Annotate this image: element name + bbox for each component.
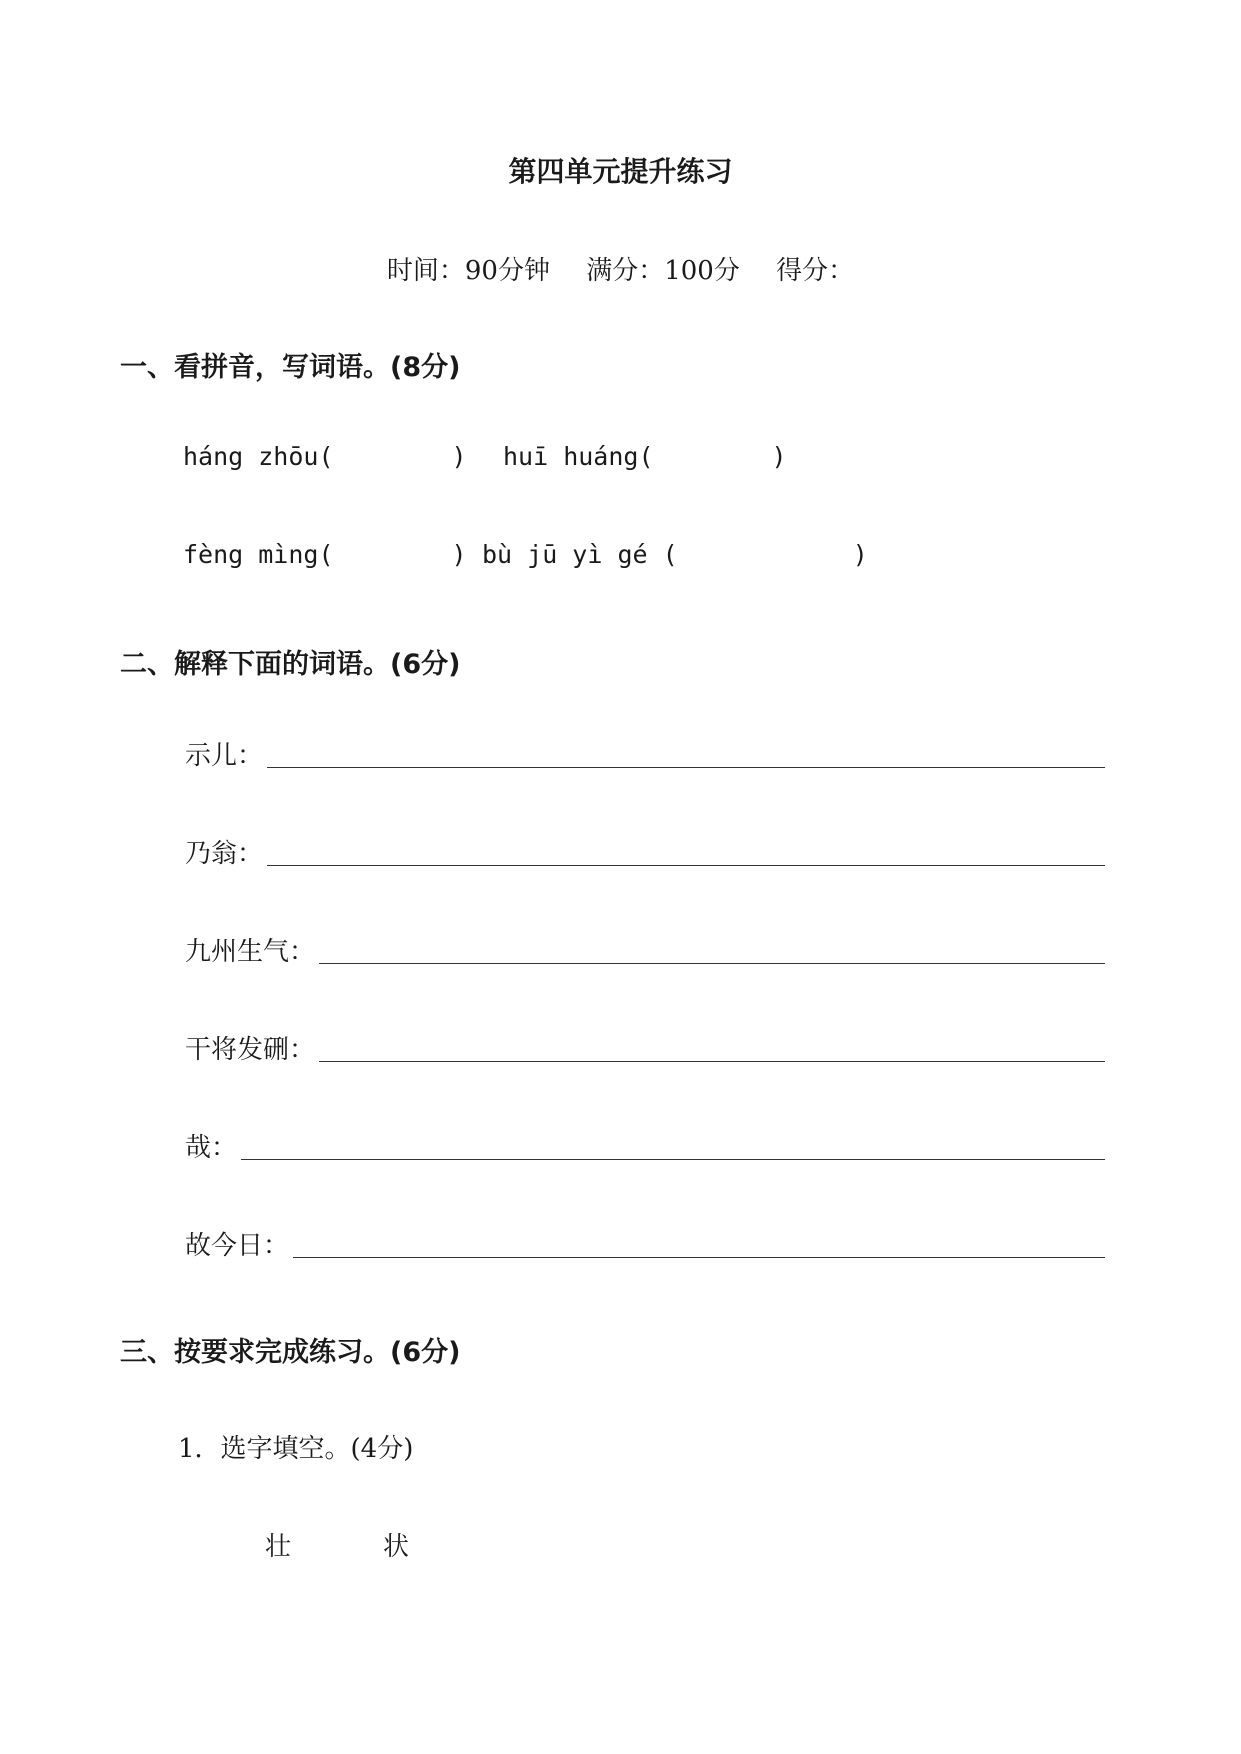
pinyin-item-3 (183, 540, 467, 569)
page-title: 第四单元提升练习 (508, 155, 733, 188)
subquestion-1: 1．选字填空。(4分) (178, 1434, 414, 1464)
section-1-heading: 一、看拼音，写词语。(8分) (120, 352, 461, 383)
answer-line[interactable] (267, 741, 1105, 768)
term-label: 哉： (185, 1133, 238, 1163)
choice-char-1: 壮 (265, 1532, 292, 1562)
close-paren: ) (451, 540, 467, 569)
close-paren: ) (852, 540, 868, 569)
pinyin-text: fèng mìng (183, 540, 319, 569)
choice-char-2: 状 (383, 1532, 410, 1562)
term-label: 示儿： (185, 741, 264, 771)
term-label: 九州生气： (185, 937, 316, 967)
close-paren: ) (451, 442, 467, 471)
definition-row-1 (185, 740, 1105, 772)
section-3-heading: 三、按要求完成练习。(6分) (120, 1337, 461, 1368)
definition-row-6 (185, 1230, 1105, 1262)
answer-line[interactable] (241, 1133, 1105, 1160)
answer-line[interactable] (319, 1035, 1105, 1062)
open-paren: ( (318, 540, 334, 569)
open-paren: ( (662, 540, 678, 569)
pinyin-text: huī huáng (503, 442, 639, 471)
definition-row-3 (185, 936, 1105, 968)
close-paren: ) (771, 442, 787, 471)
full-score: 满分：100分 (586, 256, 740, 286)
term-label: 乃翁： (185, 839, 264, 869)
answer-line[interactable] (319, 937, 1105, 964)
time-limit: 时间：90分钟 (386, 256, 550, 286)
pinyin-item-1 (183, 442, 467, 471)
definition-row-4 (185, 1034, 1105, 1066)
term-label: 故今日： (185, 1231, 290, 1261)
exam-meta (0, 250, 1241, 287)
open-paren: ( (318, 442, 334, 471)
pinyin-item-2 (503, 442, 787, 471)
section-2-heading: 二、解释下面的词语。(6分) (120, 649, 461, 680)
answer-line[interactable] (293, 1231, 1105, 1258)
definition-row-5 (185, 1132, 1105, 1164)
pinyin-text: háng zhōu (183, 442, 319, 471)
answer-line[interactable] (267, 839, 1105, 866)
open-paren: ( (638, 442, 654, 471)
term-label: 干将发硎： (185, 1035, 316, 1065)
definition-row-2 (185, 838, 1105, 870)
pinyin-text: bù jū yì gé (482, 540, 648, 569)
pinyin-item-4 (482, 540, 868, 569)
score-field[interactable]: 得分： (776, 256, 855, 286)
